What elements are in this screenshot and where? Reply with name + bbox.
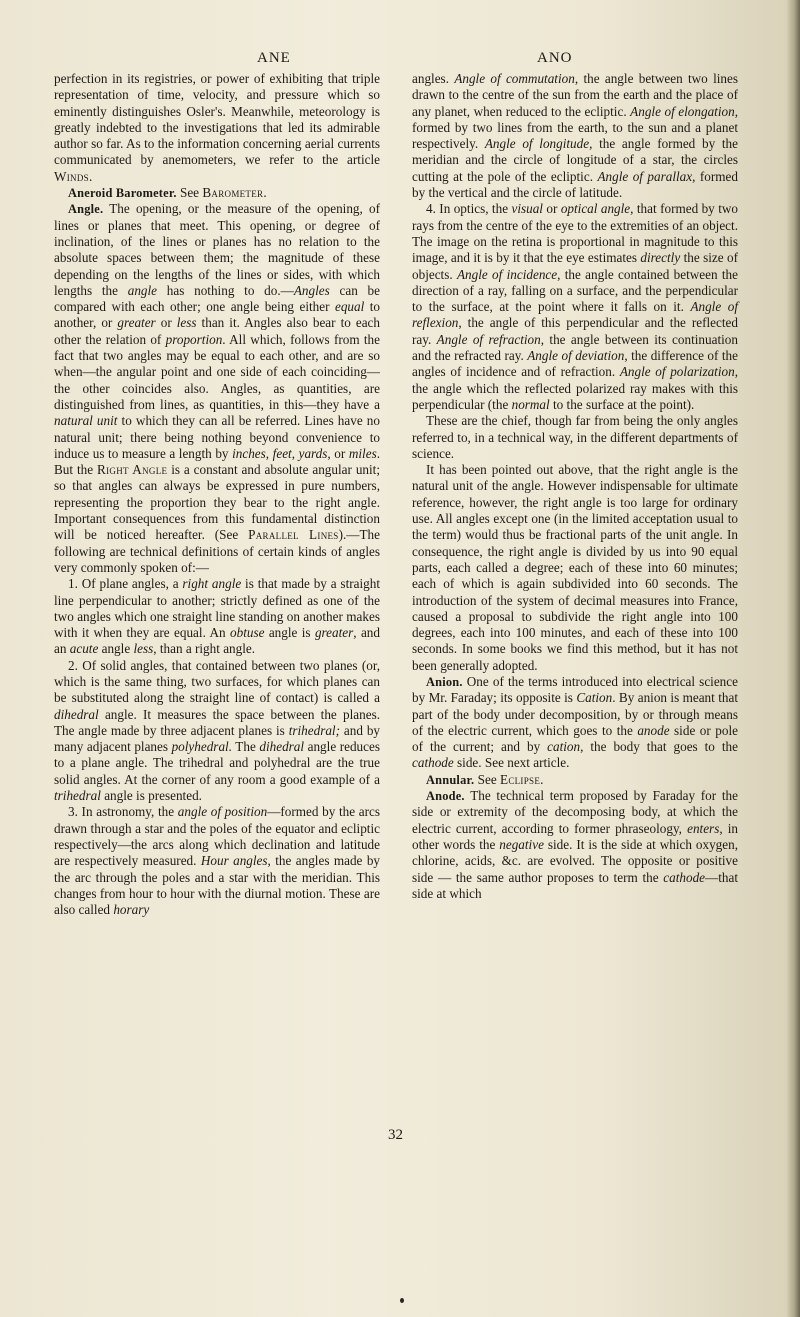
running-head-left: ANE (257, 50, 291, 66)
paragraph (54, 576, 380, 657)
text-run: , that formed by two rays from the centre of the eye to the extremities of an object. The image on the retina is proportional in magnitude to this image, and it is by it that the eye estimates (412, 201, 738, 266)
italic-term: polyhedral. (171, 739, 232, 755)
italic-term: feet (272, 445, 292, 461)
text-run: , (291, 445, 299, 461)
text-run: , the angle of this perpendicular and the reflected ray. (412, 315, 738, 347)
italic-term: visual (511, 201, 543, 217)
entry-headword: Anode. (426, 789, 465, 804)
text-run: The technical term proposed by Faraday for the side or extremity of the decomposing body, at which the electric current, according to former phraseology, (412, 788, 738, 836)
italic-term: Angle of deviation (527, 348, 625, 364)
italic-term: proportion (165, 331, 223, 347)
text-run: , than a right angle. (153, 641, 256, 657)
text-run: —formed by the arcs drawn through a star and the poles of the equator and ecliptic respectively—the arcs along which declination and latitude are respectively measured. (54, 804, 380, 869)
text-run: is a constant and absolute angular unit; so that angles can always be expressed in pure numbers, representing the proportion they bear to the right angle. Important consequences from this fundamental distinction will be noticed hereafter. (See (54, 462, 380, 543)
italic-term: trihedral; (288, 722, 340, 738)
italic-term: obtuse (230, 625, 265, 641)
text-run: , the angle contained between the direction of a ray, falling on a surface, and the perpendicular to the surface, at the point where it falls on it. (412, 266, 738, 315)
italic-term: greater (117, 315, 156, 331)
italic-term: normal (511, 396, 550, 412)
text-run: to the surface at the point). (549, 396, 695, 412)
text-run: ).—The following are technical definitions of certain kinds of angles very commonly spoken of:— (54, 527, 380, 575)
text-run: , the body that goes to the (580, 739, 738, 755)
text-run: . (88, 168, 93, 184)
text-run: , formed by two lines from the earth, to the sun and a planet respectively. (412, 103, 738, 152)
paragraph (54, 201, 380, 576)
text-run: . (263, 185, 267, 201)
text-run: 2. Of solid angles, that contained between two planes (or, which is the same thing, two surfaces, for which planes can be substituted along the straight line of contact) is called a (54, 657, 380, 706)
entry-headword: Aneroid Barometer. (68, 186, 177, 201)
italic-term: horary (113, 902, 150, 918)
text-run: 3. In astronomy, the (68, 804, 178, 820)
paragraph (54, 71, 380, 185)
text-run: to another, or (54, 299, 381, 331)
text-run: , in other words the (412, 820, 738, 852)
text-run: . But the (54, 445, 380, 478)
text-run: 1. Of plane angles, a (68, 576, 183, 592)
text-run: to which they can all be referred. Lines have no natural unit; there being nothing beyond convenience to induce us to measure a length by (54, 413, 380, 461)
text-run: angle is presented. (100, 788, 202, 804)
italic-term: dihedral (259, 739, 305, 755)
text-run: perfection in its registries, or power of exhibiting that triple representation of time, velocity, and pressure which so eminently distinguishes Osler's. Meanwhile, meteorology is greatly indebted to the investigations that led its admirable author so far. As to the information concerning aerial currents communicated by anemometers, we refer to the article (54, 71, 380, 168)
text-run: It has been pointed out above, that the right angle is the natural unit of the angle. However indispensable for ultimate reference, however, the right angle is too large for ordinary use. All angles except one (in the limited acceptation usual to the term) would thus be fractional parts of the unit angle. In consequence, the right angle is divided by us into 90 equal parts, each called a degree; each of these into 60 minutes; each of which is again subdivided into 60 seconds. The introduction of the system of decimal measures into France, caused a proposal to subdivide the right angle into 100 degrees, each into 100 minutes, and each of these into 100 seconds. In some books we find this method, but it has not been generally adopted. (412, 462, 738, 673)
italic-term: Angles (293, 282, 330, 298)
text-run: , the angle between two lines drawn to the centre of the sun from the earth and the place of any planet, when reduced to the ecliptic. (412, 71, 738, 119)
text-run: side. It is the side at which oxygen, chlorine, acids, &c. are evolved. The opposite or positive side — the same author proposes to term the (412, 836, 738, 885)
italic-term: less (133, 641, 154, 657)
italic-term: Angle of incidence (456, 266, 558, 282)
italic-term: Angle of refraction (436, 331, 541, 347)
italic-term: Angle of parallax (597, 168, 693, 184)
paragraph (412, 788, 738, 902)
paragraph (412, 674, 738, 772)
entry-headword: Angle. (68, 202, 104, 217)
text-run: , the difference of the angles of incidence and of refraction. (412, 348, 738, 380)
text-run: angle is (264, 625, 315, 641)
italic-term: inches (232, 445, 266, 461)
cross-reference: Eclipse (499, 771, 541, 787)
paragraph (412, 772, 738, 788)
paragraph (54, 185, 380, 201)
text-run: or (155, 315, 177, 331)
paragraph (412, 201, 738, 413)
italic-term: directly (640, 250, 681, 266)
text-run: . All which, follows from the fact that two angles may be equal to each other, and are so when—the angular point and one side of each coinciding—the other coincides also. Angles, as quantities, are distinguished from lines, as quantities, in this—they have a (54, 331, 380, 412)
italic-term: acute (69, 641, 99, 657)
entry-headword: Anion. (426, 674, 463, 689)
italic-term: Angle of longitude (484, 136, 590, 152)
italic-term: less (176, 315, 197, 331)
italic-term: yards (298, 445, 328, 461)
cross-reference: Barometer (202, 185, 264, 201)
text-run: is that made by a straight line perpendicular to another; strictly defined as one of the two angles which one straight line standing on another makes with it when they are equal. An (54, 576, 380, 641)
running-head-right: ANO (537, 50, 573, 66)
text-run: has nothing to do.— (157, 282, 294, 298)
italic-term: Cation (576, 690, 613, 706)
text-run: . By anion is meant that part of the body under decomposition, by or through means of the electric current, which goes to the (412, 690, 738, 738)
text-run: These are the chief, though far from being the only angles referred to, in a technical way, in the different departments of science. (412, 413, 738, 461)
text-run: can be compared with each other; one angle being either (54, 282, 380, 315)
italic-term: right angle (182, 576, 242, 592)
italic-term: angle (127, 282, 158, 298)
text-run: , formed by the vertical and the circle of latitude. (412, 168, 738, 201)
text-run: angle reduces to a plane angle. The trihedral and polyhedral are the true solid angles. At the corner of any room a good example of a (54, 739, 380, 787)
italic-term: cathode (663, 869, 706, 885)
italic-term: natural unit (54, 413, 118, 429)
italic-term: Angle of elongation (630, 103, 735, 119)
paragraph (412, 462, 738, 674)
text-run: , the angle between its continuation and the refracted ray. (412, 331, 738, 364)
italic-term: negative (499, 836, 544, 852)
text-run: See (474, 771, 500, 787)
italic-term: cation (547, 739, 581, 755)
cross-reference: Winds (54, 168, 89, 184)
text-run: and by many adjacent planes (54, 722, 381, 755)
text-run: , the angle formed by the meridian and the circle of longitude of a star, the circles cutting at the pole of the ecliptic. (412, 136, 738, 184)
text-run: . (540, 771, 544, 787)
text-run: or (542, 201, 561, 217)
italic-term: trihedral (54, 788, 101, 804)
italic-term: Angle of reflexion (412, 299, 738, 331)
left-column (54, 71, 380, 918)
paragraph (54, 658, 380, 805)
paragraph (412, 413, 738, 462)
text-run: , and an (54, 625, 380, 657)
text-run: , (265, 445, 273, 461)
italic-term: Hour angles (200, 853, 268, 869)
italic-term: greater (314, 625, 354, 641)
text-run: The (232, 739, 260, 755)
italic-term: equal (334, 299, 365, 315)
text-run: than it. Angles also bear to each other the relation of (54, 315, 381, 347)
italic-term: cathode (412, 755, 454, 771)
text-run: , the angle which the reflected polarized ray makes with this perpendicular (the (412, 364, 738, 412)
ink-speck (400, 1298, 404, 1303)
entry-headword: Annular. (426, 772, 475, 787)
page-number: 32 (388, 1127, 403, 1143)
paragraph (412, 71, 738, 201)
text-run: angles. (412, 71, 455, 86)
text-run: the size of objects. (412, 250, 738, 282)
text-run: , or (327, 445, 349, 461)
text-run: side. See next article. (453, 755, 570, 771)
italic-term: angle of position (177, 804, 268, 820)
italic-term: anode (637, 722, 670, 738)
text-run: One of the terms introduced into electrical science by Mr. Faraday; its opposite is (412, 673, 738, 706)
italic-term: dihedral (54, 706, 99, 722)
italic-term: Angle of polarization (619, 364, 735, 380)
page-edge-shadow (786, 0, 800, 1317)
italic-term: Angle of commutation (454, 71, 575, 86)
paragraph (54, 804, 380, 918)
text-run: 4. In optics, the (426, 201, 512, 217)
italic-term: miles (348, 445, 377, 461)
text-run: side or pole of the current; and by (412, 722, 738, 755)
right-column (412, 71, 738, 902)
text-run: angle. It measures the space between the planes. The angle made by three adjacent planes is (54, 706, 380, 738)
text-run: See (176, 185, 203, 201)
text-run: —that side at which (412, 869, 738, 901)
text-run: , the angles made by the arc through the poles and a star with the meridian. This changes from hour to hour with the diurnal motion. These are also called (54, 853, 381, 918)
italic-term: optical angle (560, 201, 631, 217)
italic-term: enters (687, 820, 720, 836)
text-run: The opening, or the measure of the opening, of lines or planes that meet. This opening, or degree of inclination, of the lines or planes has no relation to the absolute spaces between them; the magnitude of these depending on the lengths of the lines or sides, with which lengths the (54, 201, 380, 298)
text-run: angle (98, 641, 134, 657)
cross-reference: Right Angle (97, 462, 168, 478)
cross-reference: Parallel Lines (248, 527, 339, 543)
